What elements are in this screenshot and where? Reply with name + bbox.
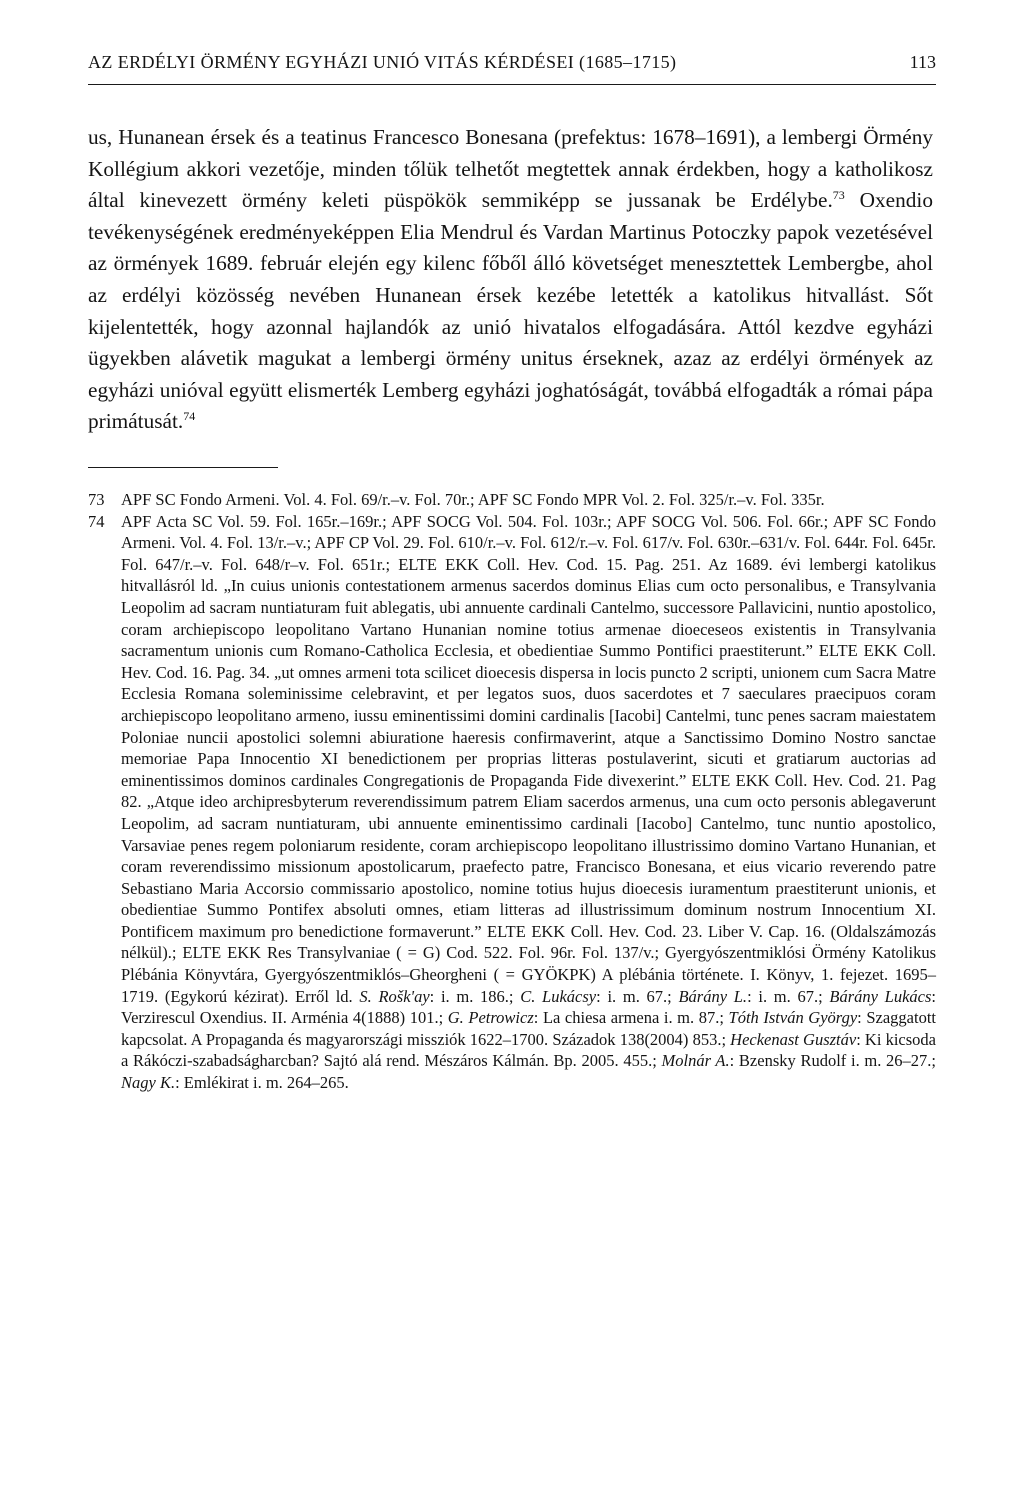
- footnote-text: : i. m. 67.;: [596, 986, 679, 1006]
- footnote-number: 74: [88, 511, 105, 531]
- footnote-ref-74[interactable]: 74: [183, 409, 196, 424]
- author-name: S. Rošk'ay: [359, 986, 430, 1006]
- page-header: [88, 52, 936, 86]
- body-paragraph: [88, 122, 933, 438]
- footnote-text: : Verzirescul Oxendius. II. Arménia 4(1888) 101.;: [121, 986, 937, 1028]
- footnote-text: : Szaggatott kapcsolat. A Propaganda és magyarországi missziók 1622–1700. Századok 138(2004) 853.;: [121, 1008, 936, 1049]
- footnote-text: : Bzensky Rudolf i. m. 26–27.;: [729, 1051, 937, 1071]
- running-title: AZ ERDÉLYI ÖRMÉNY EGYHÁZI UNIÓ VITÁS KÉRDÉSEI (1685–1715): [88, 52, 677, 72]
- footnote-text: : Ki kicsoda a Rákóczi-szabadságharcban? Sajtó alá rend. Mészáros Kálmán. Bp. 2005. 455.;: [121, 1029, 936, 1071]
- footnote-ref-73[interactable]: 73: [832, 188, 845, 203]
- footnote-text: : La chiesa armena i. m. 87.;: [533, 1008, 729, 1028]
- footnote-text: APF SC Fondo Armeni. Vol. 4. Fol. 69/r.–v. Fol. 70r.; APF SC Fondo MPR Vol. 2. Fol. 325/r.–v. Fol. 335r.: [121, 490, 825, 509]
- footnote-text: : i. m. 67.;: [747, 986, 830, 1006]
- footnote-73: [88, 489, 936, 511]
- author-name: G. Petrowicz: [447, 1008, 534, 1028]
- header-rule: [88, 84, 936, 85]
- footnote-number: 73: [88, 490, 105, 509]
- footnote-text: : Emlékirat i. m. 264–265.: [175, 1073, 349, 1093]
- author-name: Heckenast Gusztáv: [730, 1029, 857, 1049]
- body-text-part-2: Oxendio tevékenységének eredményeképpen Elia Mendrul és Vardan Martinus Potoczky papok vezetésével az örmények 1689. február elején egy kilenc főből álló követséget menesztettek Lembergbe, ahol az erdélyi közösség nevében Hunanean érsek kezébe letették a katolikus hitvallást. Sőt kijelentették, hogy azonnal hajlandók az unió hivatalos elfogadására. Attól kezdve egyházi ügyekben alávetik magukat a lembergi örmény unitus érseknek, azaz az erdélyi örmények az egyházi unióval együtt elismerték Lemberg egyházi joghatóságát, továbbá elfogadták a római pápa primátusát.: [88, 188, 933, 434]
- author-name: Bárány Lukács: [829, 986, 932, 1006]
- footnote-text: APF Acta SC Vol. 59. Fol. 165r.–169r.; APF SOCG Vol. 504. Fol. 103r.; APF SOCG Vol. 506. Fol. 66r.; APF SC Fondo Armeni. Vol. 4. Fol. 13/r.–v.; APF CP Vol. 29. Fol. 610/r.–v. Fol. 612/r.–v. Fol. 617/v. Fol. 630r.–631/v. Fol. 644r. Fol. 645r. Fol. 647/r.–v. Fol. 648/r–v. Fol. 651r.; ELTE EKK Coll. Hev. Cod. 15. Pag. 251. Az 1689. évi lembergi katolikus hitvallásról ld. „In cuius unionis contestationem armenus sacerdos dominus Elias cum octo personalibus, e Transylvania Leopolim ad sacram nuntiaturam fuit ablegatis, ubi annuente cardinali Cantelmo, successore Pallavicini, nuntio apostolico, coram archiepiscopo leopolitano Vartano Hunanian nomine totius armenae dioeceseos existentis in Transylvania sacramentum unionis cum Romano-Catholica Ecclesia, et obedientiae Summo Pontifici praestiterunt.” ELTE EKK Coll. Hev. Cod. 16. Pag. 34. „ut omnes armeni tota scilicet dioecesis dispersa in locis puncto 2 scripti, unionem cum Sacra Matre Ecclesia Romana soleminissime celebravint, et per legatos suos, duos sacerdotes et 7 saeculares praecipuos coram archiepiscopo leopolitano armeno, iussu eminentissimi domini cardinalis [Iacobi] Cantelmi, tunc penes sacram maiestatem Poloniae nuncii apostolici solemni abiuratione haeresis confirmaverint, atque a Sanctissimo Domino Nostro sanctae memoriae Papa Innocentio XI benedictionem per proprias litteras postulaverint, sicuti et gratiarum auctorias ad eminentissimos dominos cardinales Congregationis de Propaganda Fide divexerint.” ELTE EKK Coll. Hev. Cod. 21. Pag 82. „Atque ideo archipresbyterum reverendissimum patrem Eliam sacerdos armenus, una cum octo personis ablegaverunt Leopolim, ad sacram nuntiaturam, ubi annuente eminentissimo cardinali [Iacobo] Cantelmo, tunc nuntio apostolico, Varsaviae penes regem poloniarum residente, coram archiepiscopo leopolitano illustrissimo domino Vartano Hunanian, et coram reverendissimo missionum apostolicarum, praefecto patre, Francisco Bonesana, et eius vicario reverendo patre Sebastiano Maria Accorsio commissario apostolico, nomine totius hujus dioecesis iuramentum praestiterunt unionis, et obedientiae Summo Pontifex absoluti omnes, etiam litteras ad illustrissimum dominum nostrum Innocentium XI. Pontificem maximum pro benedictione formaverunt.” ELTE EKK Coll. Hev. Cod. 23. Liber V. Cap. 16. (Oldalszámozás nélkül).; ELTE EKK Res Transylvaniae ( = G) Cod. 522. Fol. 96r. Fol. 137/v.; Gyergyószentmiklósi Örmény Katolikus Plébánia Könyvtára, Gyergyószentmiklós–Gheorgheni ( = GYÖKPK) A plébánia története. I. Könyv, 1. fejezet. 1695–1719. (Egykorú kézirat). Erről ld.: [121, 511, 936, 1006]
- author-name: Tóth István György: [728, 1008, 858, 1028]
- footnote-74: [88, 511, 936, 1094]
- footnote-separator: [88, 467, 278, 468]
- body-text-part-1: us, Hunanean érsek és a teatinus Francesco Bonesana (prefektus: 1678–1691), a lembergi Örmény Kollégium akkori vezetője, minden tőlük telhetőt megtettek annak érdekben, hogy a katholikosz által kinevezett örmény keleti püspökök semmiképp se jussanak be Erdélybe.: [88, 125, 933, 213]
- footnotes: [88, 489, 936, 1094]
- author-name: Nagy K.: [121, 1073, 176, 1093]
- author-name: Molnár A.: [661, 1051, 730, 1071]
- page-number: 113: [909, 52, 936, 72]
- author-name: Bárány L.: [678, 986, 748, 1006]
- footnote-text: : i. m. 186.;: [429, 986, 521, 1006]
- author-name: C. Lukácsy: [520, 986, 597, 1006]
